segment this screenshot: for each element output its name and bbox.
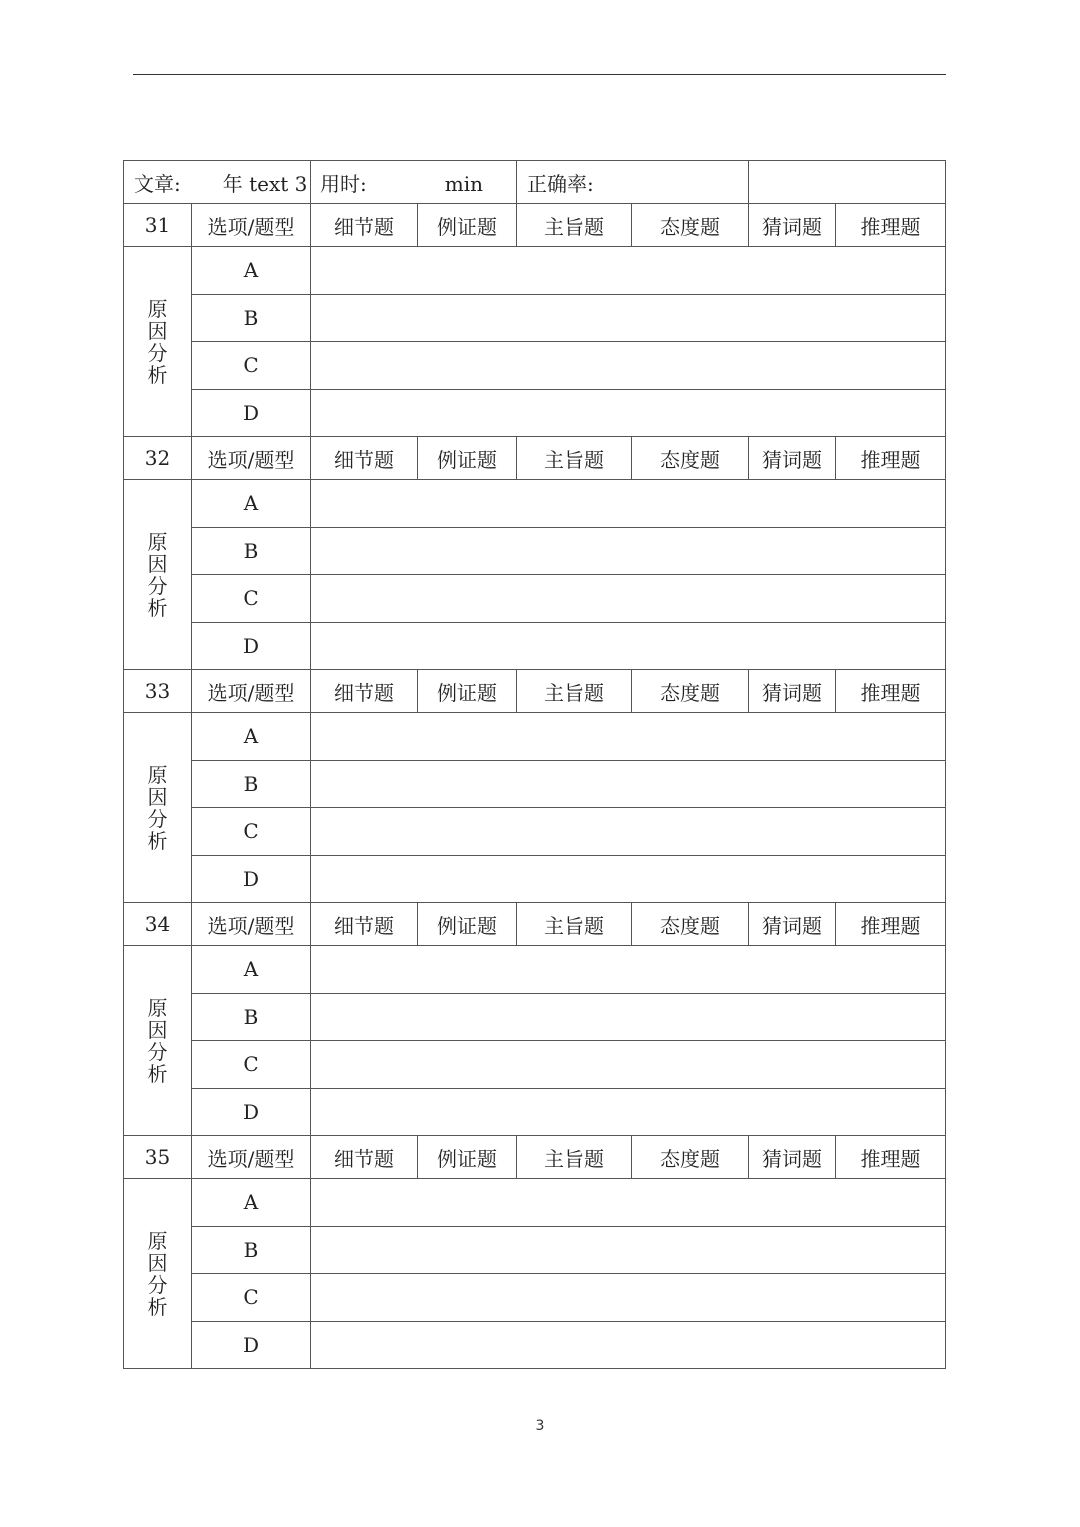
reason-char: 析 <box>147 1294 168 1319</box>
question-type-row <box>124 903 946 946</box>
option-row <box>124 993 946 1041</box>
accuracy-cell[interactable] <box>517 161 749 204</box>
option-letter: A <box>192 247 311 295</box>
reason-char: 分 <box>147 340 168 365</box>
analysis-sheet <box>123 160 946 1369</box>
time-cell[interactable] <box>311 161 517 204</box>
option-row <box>124 342 946 390</box>
question-type-row <box>124 204 946 247</box>
option-analysis-field[interactable] <box>311 527 946 575</box>
header-extra-cell[interactable] <box>749 161 946 204</box>
question-type-cell[interactable]: 例证题 <box>418 670 517 713</box>
article-cell[interactable] <box>124 161 311 204</box>
question-type-cell[interactable]: 推理题 <box>836 1136 946 1179</box>
option-analysis-field[interactable] <box>311 1321 946 1369</box>
question-type-row <box>124 1136 946 1179</box>
reason-char: 因 <box>147 1250 168 1275</box>
question-type-cell[interactable]: 细节题 <box>311 670 418 713</box>
option-row <box>124 1321 946 1369</box>
option-analysis-field[interactable] <box>311 622 946 670</box>
reason-analysis-label <box>124 1179 192 1369</box>
option-analysis-field[interactable] <box>311 946 946 994</box>
option-row <box>124 855 946 903</box>
option-row <box>124 760 946 808</box>
question-number: 33 <box>124 670 192 713</box>
reason-char: 原 <box>147 995 168 1020</box>
question-type-cell[interactable]: 猜词题 <box>749 204 836 247</box>
reason-char: 原 <box>147 529 168 554</box>
reason-char: 原 <box>147 762 168 787</box>
question-type-cell[interactable]: 猜词题 <box>749 1136 836 1179</box>
reason-char: 析 <box>147 362 168 387</box>
reason-char: 析 <box>147 595 168 620</box>
question-type-cell[interactable]: 推理题 <box>836 204 946 247</box>
reason-char: 原 <box>147 1228 168 1253</box>
question-number: 32 <box>124 437 192 480</box>
question-type-cell[interactable]: 主旨题 <box>517 437 632 480</box>
option-letter: A <box>192 946 311 994</box>
question-number: 31 <box>124 204 192 247</box>
option-analysis-field[interactable] <box>311 575 946 623</box>
sheet-header-row <box>124 161 946 204</box>
time-unit: min <box>444 171 484 196</box>
option-letter: C <box>192 1041 311 1089</box>
question-type-row <box>124 670 946 713</box>
option-row <box>124 622 946 670</box>
option-analysis-field[interactable] <box>311 713 946 761</box>
reason-analysis-label <box>124 480 192 670</box>
question-type-cell[interactable]: 主旨题 <box>517 903 632 946</box>
option-row <box>124 1088 946 1136</box>
option-letter: A <box>192 713 311 761</box>
option-type-label: 选项/题型 <box>192 1136 311 1179</box>
question-type-cell[interactable]: 态度题 <box>632 204 749 247</box>
option-analysis-field[interactable] <box>311 480 946 528</box>
header-rule <box>133 74 946 75</box>
option-letter: C <box>192 1274 311 1322</box>
option-analysis-field[interactable] <box>311 1274 946 1322</box>
question-type-row <box>124 437 946 480</box>
reason-char: 因 <box>147 784 168 809</box>
question-type-cell[interactable]: 推理题 <box>836 903 946 946</box>
option-analysis-field[interactable] <box>311 247 946 295</box>
option-letter: D <box>192 855 311 903</box>
option-row <box>124 1179 946 1227</box>
option-letter: D <box>192 389 311 437</box>
reason-char: 析 <box>147 1061 168 1086</box>
option-letter: D <box>192 1321 311 1369</box>
option-analysis-field[interactable] <box>311 342 946 390</box>
question-type-cell[interactable]: 态度题 <box>632 1136 749 1179</box>
option-analysis-field[interactable] <box>311 808 946 856</box>
option-analysis-field[interactable] <box>311 1041 946 1089</box>
option-analysis-field[interactable] <box>311 855 946 903</box>
question-number: 35 <box>124 1136 192 1179</box>
question-type-cell[interactable]: 态度题 <box>632 670 749 713</box>
reason-char: 分 <box>147 1039 168 1064</box>
reason-char: 因 <box>147 318 168 343</box>
question-type-cell[interactable]: 例证题 <box>418 204 517 247</box>
article-value: 年 text 3 <box>222 171 308 196</box>
reason-char: 因 <box>147 1017 168 1042</box>
option-row <box>124 247 946 295</box>
question-type-cell[interactable]: 态度题 <box>632 437 749 480</box>
option-analysis-field[interactable] <box>311 993 946 1041</box>
question-type-cell[interactable]: 细节题 <box>311 903 418 946</box>
option-letter: A <box>192 1179 311 1227</box>
question-type-cell[interactable]: 主旨题 <box>517 670 632 713</box>
option-letter: C <box>192 575 311 623</box>
reason-analysis-label <box>124 247 192 437</box>
option-letter: B <box>192 993 311 1041</box>
option-analysis-field[interactable] <box>311 389 946 437</box>
option-letter: C <box>192 808 311 856</box>
reason-char: 原 <box>147 296 168 321</box>
question-type-cell[interactable]: 细节题 <box>311 204 418 247</box>
option-letter: A <box>192 480 311 528</box>
time-label: 用时: <box>320 171 367 196</box>
reason-analysis-label <box>124 946 192 1136</box>
option-type-label: 选项/题型 <box>192 903 311 946</box>
option-letter: B <box>192 294 311 342</box>
option-type-label: 选项/题型 <box>192 204 311 247</box>
option-analysis-field[interactable] <box>311 760 946 808</box>
option-letter: B <box>192 760 311 808</box>
question-type-cell[interactable]: 猜词题 <box>749 670 836 713</box>
option-row <box>124 1226 946 1274</box>
option-row <box>124 389 946 437</box>
reason-char: 析 <box>147 828 168 853</box>
option-letter: B <box>192 527 311 575</box>
question-type-cell[interactable]: 猜词题 <box>749 437 836 480</box>
option-row <box>124 1274 946 1322</box>
reason-analysis-label <box>124 713 192 903</box>
question-type-cell[interactable]: 推理题 <box>836 437 946 480</box>
reason-char: 分 <box>147 573 168 598</box>
option-type-label: 选项/题型 <box>192 437 311 480</box>
option-letter: B <box>192 1226 311 1274</box>
option-analysis-field[interactable] <box>311 1088 946 1136</box>
option-analysis-field[interactable] <box>311 1179 946 1227</box>
question-type-cell[interactable]: 细节题 <box>311 437 418 480</box>
option-row <box>124 808 946 856</box>
option-row <box>124 1041 946 1089</box>
page-number: 3 <box>535 1418 545 1434</box>
option-row <box>124 294 946 342</box>
reason-char: 分 <box>147 1272 168 1297</box>
question-type-cell[interactable]: 例证题 <box>418 437 517 480</box>
option-row <box>124 575 946 623</box>
option-letter: C <box>192 342 311 390</box>
question-number: 34 <box>124 903 192 946</box>
question-type-cell[interactable]: 猜词题 <box>749 903 836 946</box>
question-type-cell[interactable]: 例证题 <box>418 903 517 946</box>
question-type-cell[interactable]: 细节题 <box>311 1136 418 1179</box>
reason-char: 分 <box>147 806 168 831</box>
option-letter: D <box>192 1088 311 1136</box>
question-type-cell[interactable]: 态度题 <box>632 903 749 946</box>
option-row <box>124 713 946 761</box>
option-row <box>124 946 946 994</box>
option-letter: D <box>192 622 311 670</box>
option-analysis-field[interactable] <box>311 1226 946 1274</box>
option-row <box>124 480 946 528</box>
option-row <box>124 527 946 575</box>
question-type-cell[interactable]: 主旨题 <box>517 204 632 247</box>
article-label: 文章: <box>134 171 181 196</box>
question-type-cell[interactable]: 主旨题 <box>517 1136 632 1179</box>
question-type-cell[interactable]: 例证题 <box>418 1136 517 1179</box>
option-analysis-field[interactable] <box>311 294 946 342</box>
reason-char: 因 <box>147 551 168 576</box>
question-type-cell[interactable]: 推理题 <box>836 670 946 713</box>
accuracy-label: 正确率: <box>527 171 594 196</box>
option-type-label: 选项/题型 <box>192 670 311 713</box>
